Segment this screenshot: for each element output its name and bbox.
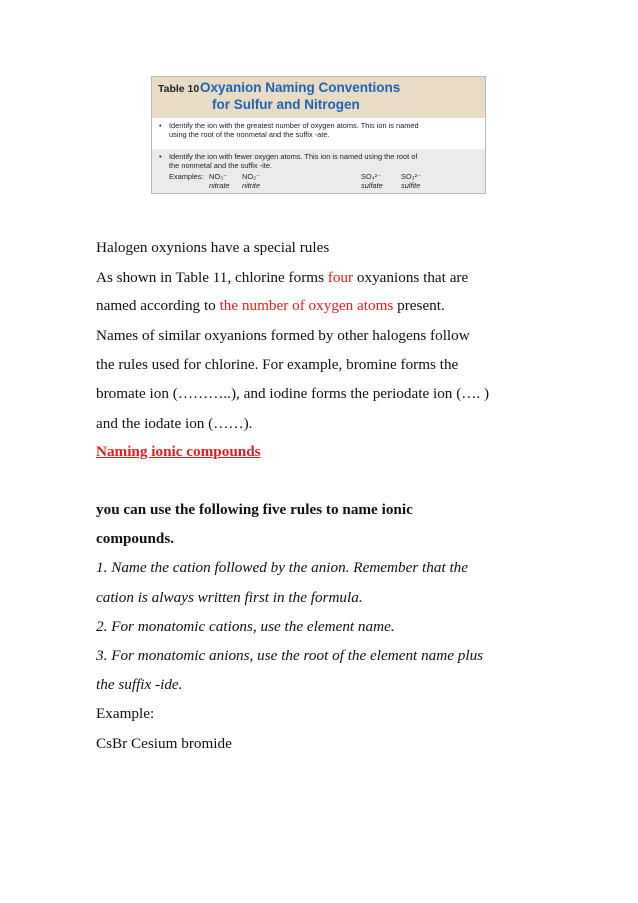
- example-formula: SO₃²⁻: [401, 171, 422, 181]
- paragraph-text: oxyanions that are: [353, 269, 469, 286]
- rule-1-line-2: cation is always written first in the formula.: [96, 589, 363, 606]
- rule-1-line-1: 1. Name the cation followed by the anion. Remember that the: [96, 559, 469, 576]
- section-heading: Naming ionic compounds: [96, 443, 261, 460]
- paragraph-line-6: bromate ion (………..), and iodine forms the periodate ion (…. ): [96, 385, 490, 402]
- highlight-oxygen-atoms: the number of oxygen atoms: [219, 297, 394, 314]
- table-number: Table 10: [158, 83, 200, 95]
- paragraph-line-3: [96, 296, 445, 316]
- table-title: [200, 79, 400, 113]
- paragraph-text: present.: [393, 297, 445, 314]
- example-formula: NO₂⁻: [242, 171, 260, 181]
- paragraph-text: As shown in Table 11, chlorine forms: [96, 269, 328, 286]
- example-name: nitrate: [209, 180, 230, 190]
- example-formula: NO₃⁻: [209, 171, 227, 181]
- paragraph-line-4: Names of similar oxyanions formed by other halogens follow: [96, 327, 470, 344]
- example-formula: SO₄²⁻: [361, 171, 382, 181]
- bullet-icon: •: [159, 152, 162, 161]
- table-rule-ite: [152, 149, 485, 193]
- oxyanion-naming-table-figure: [151, 76, 486, 194]
- table-rule-ite-line-1: Identify the ion with fewer oxygen atoms. This ion is named using the root of: [169, 152, 418, 161]
- rule-3-line-2: the suffix -ide.: [96, 676, 183, 693]
- example-name: sulfite: [401, 180, 421, 190]
- bullet-icon: •: [159, 121, 162, 130]
- table-rule-ate: [152, 118, 485, 149]
- table-rule-ate-line-2: using the root of the nonmetal and the suffix -ate.: [169, 130, 330, 140]
- table-header: [152, 77, 485, 118]
- examples-label: Examples:: [169, 171, 204, 181]
- example-name: nitrite: [242, 180, 261, 190]
- table-title-line-1: Oxyanion Naming Conventions: [200, 80, 401, 95]
- example-value: CsBr Cesium bromide: [96, 735, 232, 752]
- paragraph-line-2: [96, 268, 468, 288]
- rule-3-line-1: 3. For monatomic anions, use the root of the element name plus: [96, 647, 484, 664]
- rules-intro-line-1: you can use the following five rules to name ionic: [96, 501, 413, 518]
- paragraph-text: named according to: [96, 297, 220, 314]
- table-rule-ate-line-1: Identify the ion with the greatest number of oxygen atoms. This ion is named: [169, 121, 419, 130]
- table-title-line-2: for Sulfur and Nitrogen: [212, 97, 360, 112]
- paragraph-line-7: and the iodate ion (……).: [96, 415, 253, 432]
- rules-intro-line-2: compounds.: [96, 530, 175, 547]
- paragraph-line-5: the rules used for chlorine. For example, bromine forms the: [96, 356, 459, 373]
- rule-2: 2. For monatomic cations, use the element name.: [96, 618, 395, 635]
- table-examples: [169, 172, 477, 192]
- table-rule-ite-line-2: the nonmetal and the suffix -ite.: [169, 161, 272, 171]
- highlight-four: four: [327, 269, 354, 286]
- paragraph-line-1: Halogen oxynions have a special rules: [96, 239, 330, 256]
- example-name: sulfate: [361, 180, 383, 190]
- example-label: Example:: [96, 705, 155, 722]
